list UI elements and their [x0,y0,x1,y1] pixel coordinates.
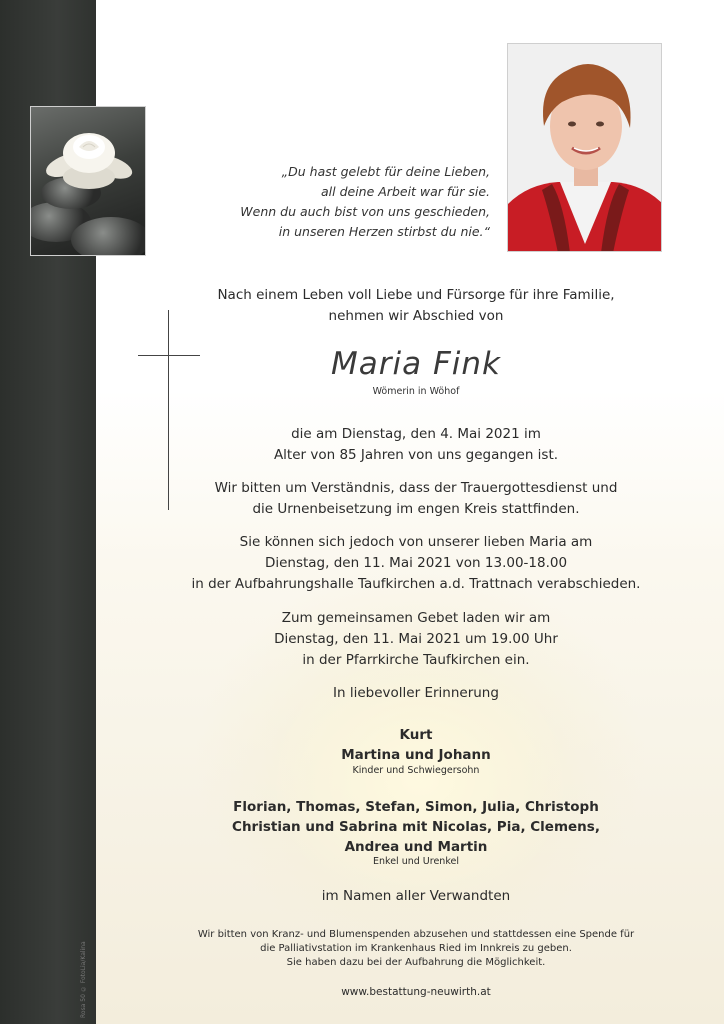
death-paragraph: die am Dienstag, den 4. Mai 2021 im Alter von 85 Jahren von uns gegangen ist. [273,426,559,463]
quote-line: Wenn du auch bist von uns geschieden, [240,204,490,219]
donation-note: Wir bitten von Kranz- und Blumenspenden abzusehen und stattdessen eine Spende für die Palliativstation im Krankenhaus Ried im Innkreis zu geben. Sie haben dazu bei der Aufbahrung die Möglichkeit. [197,929,635,968]
quote-line: all deine Arbeit war für sie. [320,184,490,199]
family-children-relation: Kinder und Schwiegersohn [352,765,480,776]
photo-credit: Rosa 50 © FotoLia/Kalina [80,941,87,1018]
family-grandchildren-relation: Enkel und Urenkel [373,856,459,867]
portrait-photo [507,43,662,252]
funeral-notice-paragraph: Wir bitten um Verständnis, dass der Trauergottesdienst und die Urnenbeisetzung im engen Kreis stattfinden. [214,480,618,517]
relatives-line: im Namen aller Verwandten [321,888,511,904]
memorial-quote [200,162,490,242]
family-children: Kurt Martina und Johann [341,727,491,763]
memory-line: In liebevoller Erinnerung [333,685,499,701]
family-grandchildren: Florian, Thomas, Stefan, Simon, Julia, Christoph Christian und Sabrina mit Nicolas, Pia, Clemens, Andrea und Martin [232,799,600,855]
rose-photo [30,106,146,256]
prayer-paragraph: Zum gemeinsamen Gebet laden wir am Dienstag, den 11. Mai 2021 um 19.00 Uhr in der Pfarrkirche Taufkirchen ein. [274,610,558,668]
deceased-occupation: Wömerin in Wöhof [372,386,460,397]
website-link[interactable]: www.bestattung-neuwirth.at [341,986,491,998]
farewell-paragraph: Sie können sich jedoch von unserer lieben Maria am Dienstag, den 11. Mai 2021 von 13.00-18.00 in der Aufbahrungshalle Taufkirchen a.d. Trattnach verabschieden. [191,534,641,592]
quote-line: „Du hast gelebt für deine Lieben, [281,164,490,179]
white-rose-icon [39,117,139,197]
intro-text: Nach einem Leben voll Liebe und Fürsorge für ihre Familie, nehmen wir Abschied von [217,287,615,324]
quote-line: in unseren Herzen stirbst du nie.“ [278,224,490,239]
deceased-name: Maria Fink [331,346,501,382]
